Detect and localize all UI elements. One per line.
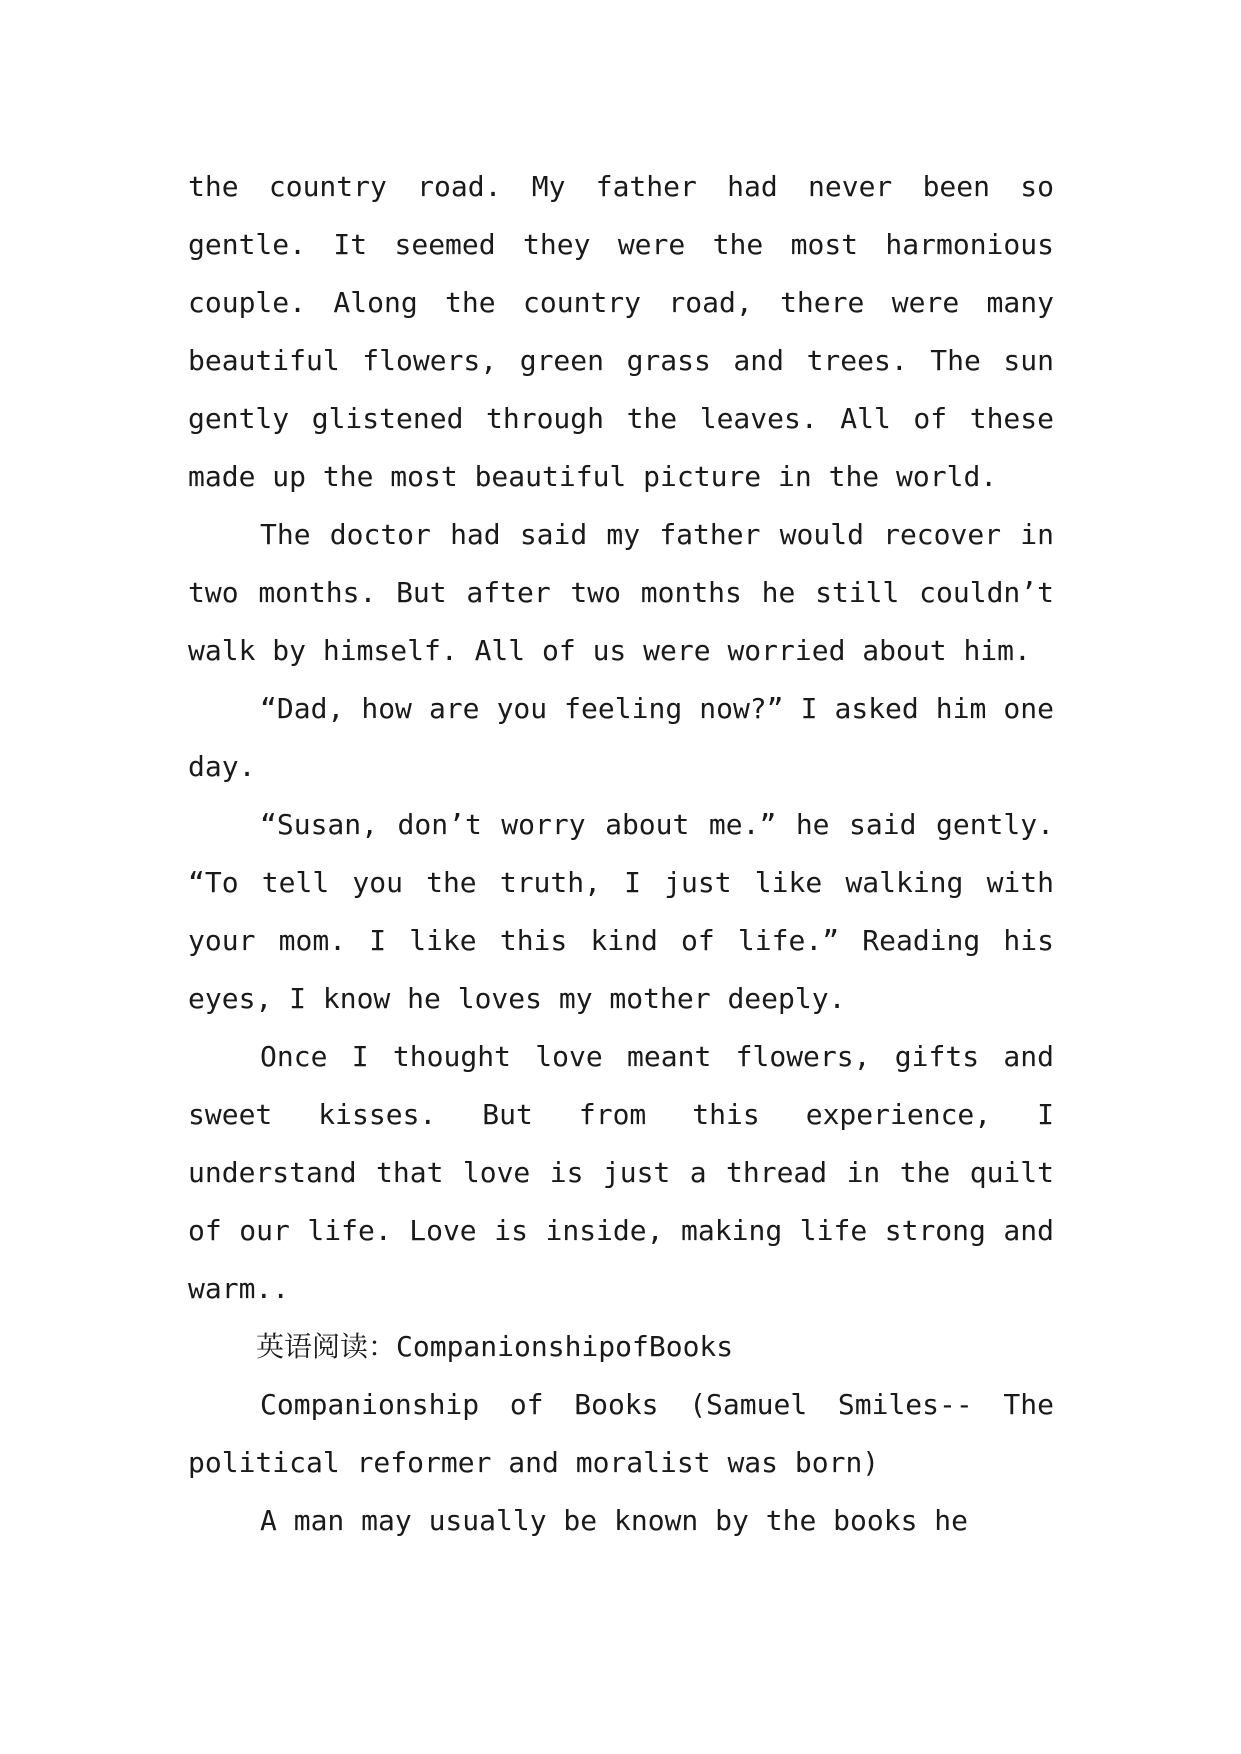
paragraph-love-meaning: Once I thought love meant flowers, gifts and sweet kisses. But from this experience, I understand that love is just a thread in the quilt of our life. Love is inside, making life strong and warm.. bbox=[188, 1040, 1054, 1305]
paragraph-continuation: the country road. My father had never been so gentle. It seemed they were the most harmonious couple. Along the country road, there were many beautiful flowers, green grass and trees. The sun gently glistened through the leaves. All of these made up the most beautiful picture in the world. bbox=[188, 170, 1054, 493]
paragraph-doctor: The doctor had said my father would recover in two months. But after two months he still couldn’t walk by himself. All of us were worried about him. bbox=[188, 518, 1054, 667]
section-heading: 英语阅读：CompanionshipofBooks bbox=[256, 1330, 734, 1363]
paragraph-title-author: Companionship of Books (Samuel Smiles-- The political reformer and moralist was born) bbox=[188, 1388, 1054, 1479]
document-page bbox=[188, 158, 1054, 1550]
paragraph-dad-question: “Dad, how are you feeling now?” I asked him one day. bbox=[188, 692, 1054, 783]
paragraph-susan-reply: “Susan, don’t worry about me.” he said gently. “To tell you the truth, I just like walking with your mom. I like this kind of life.” Reading his eyes, I know he loves my mother deeply. bbox=[188, 808, 1054, 1015]
paragraph-books-start: A man may usually be known by the books he bbox=[260, 1504, 969, 1537]
